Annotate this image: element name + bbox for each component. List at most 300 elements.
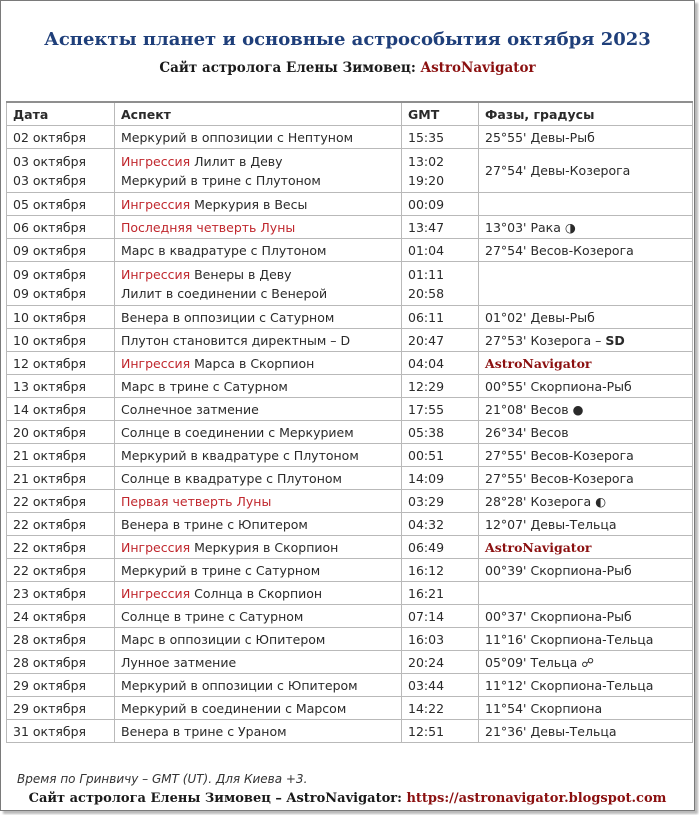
gmt-cell — [402, 651, 479, 674]
phase-line — [485, 128, 692, 147]
aspect-cell — [115, 329, 402, 352]
gmt-line — [408, 538, 478, 557]
aspect-text: Солнце в трине с Сатурном — [121, 608, 304, 624]
aspect-line — [121, 423, 401, 442]
phase-cell — [479, 421, 693, 444]
date-line — [13, 354, 114, 373]
date-text: 28 октября — [13, 654, 87, 670]
gmt-text: 20:58 — [408, 285, 445, 301]
aspect-text: Солнца в Скорпион — [194, 585, 323, 601]
aspect-text: Венера в оппозиции с Сатурном — [121, 309, 335, 325]
phase-text: 11°16' Скорпиона-Тельца — [485, 631, 654, 647]
phase-text: 27°55' Весов-Козерога — [485, 470, 634, 486]
aspect-line — [121, 400, 401, 419]
table-row — [7, 628, 693, 651]
page-title: Аспекты планет и основные астрособытия октября 2023 — [44, 29, 651, 50]
gmt-text: 16:21 — [408, 585, 445, 601]
gmt-line — [408, 331, 478, 350]
aspect-text: Солнце в квадратуре с Плутоном — [121, 470, 342, 486]
gmt-cell — [402, 582, 479, 605]
table-row — [7, 262, 693, 306]
gmt-text: 06:49 — [408, 539, 445, 555]
phase-cell — [479, 628, 693, 651]
phase-line — [485, 676, 692, 695]
phase-cell — [479, 674, 693, 697]
gmt-cell — [402, 628, 479, 651]
aspect-cell — [115, 628, 402, 651]
aspect-line — [121, 630, 401, 649]
phase-text: 01°02' Девы-Рыб — [485, 309, 595, 325]
aspect-line — [121, 492, 401, 511]
gmt-line — [408, 377, 478, 396]
timezone-note: Время по Гринвичу – GMT (UT). Для Киева +3. — [17, 772, 308, 786]
aspect-line — [121, 218, 401, 237]
gmt-line — [408, 492, 478, 511]
date-text: 23 октября — [13, 585, 87, 601]
table-row — [7, 651, 693, 674]
gmt-line — [408, 241, 478, 260]
phase-line — [485, 241, 692, 260]
subtitle-brand-link[interactable]: AstroNavigator — [420, 60, 536, 76]
gmt-cell — [402, 329, 479, 352]
aspect-text: Марс в квадратуре с Плутоном — [121, 242, 327, 258]
aspect-cell — [115, 467, 402, 490]
aspect-text: Марса в Скорпион — [194, 355, 315, 371]
gmt-cell — [402, 697, 479, 720]
date-line — [13, 607, 114, 626]
aspect-cell — [115, 262, 402, 306]
gmt-line — [408, 152, 478, 171]
gmt-cell — [402, 605, 479, 628]
phase-text: 27°54' Весов-Козерога — [485, 242, 634, 258]
gmt-cell — [402, 513, 479, 536]
date-text: 03 октября — [13, 172, 87, 188]
date-line — [13, 423, 114, 442]
gmt-text: 17:55 — [408, 401, 445, 417]
gmt-text: 01:11 — [408, 266, 445, 282]
aspect-line — [121, 561, 401, 580]
aspect-text: Лунное затмение — [121, 654, 237, 670]
phase-line — [485, 423, 692, 442]
aspect-text: Плутон становится директным – D — [121, 332, 351, 348]
aspect-cell — [115, 720, 402, 743]
phase-line — [485, 722, 692, 741]
ingress-label: Ингрессия — [121, 585, 191, 601]
table-row — [7, 375, 693, 398]
date-line — [13, 584, 114, 603]
date-text: 22 октября — [13, 562, 87, 578]
aspect-text: Марс в оппозиции с Юпитером — [121, 631, 326, 647]
gmt-text: 01:04 — [408, 242, 445, 258]
date-cell — [7, 651, 115, 674]
date-line — [13, 515, 114, 534]
phase-cell — [479, 651, 693, 674]
date-text: 06 октября — [13, 219, 87, 235]
gmt-text: 19:20 — [408, 172, 445, 188]
subtitle-prefix: Сайт астролога Елены Зимовец: — [159, 60, 416, 76]
date-cell — [7, 329, 115, 352]
aspect-text: Венера в трине с Юпитером — [121, 516, 308, 532]
aspect-line — [121, 607, 401, 626]
aspect-line — [121, 265, 401, 284]
table-row — [7, 193, 693, 216]
station-direct-label: SD — [605, 332, 625, 348]
aspect-line — [121, 446, 401, 465]
aspect-line — [121, 699, 401, 718]
table-row — [7, 239, 693, 262]
phase-line — [485, 377, 692, 396]
date-line — [13, 653, 114, 672]
date-text: 02 октября — [13, 129, 87, 145]
gmt-cell — [402, 375, 479, 398]
date-text: 29 октября — [13, 677, 87, 693]
aspect-cell — [115, 239, 402, 262]
phase-text: 11°12' Скорпиона-Тельца — [485, 677, 654, 693]
aspect-text: Меркурия в Скорпион — [194, 539, 339, 555]
table-row — [7, 559, 693, 582]
aspect-line — [121, 469, 401, 488]
gmt-cell — [402, 674, 479, 697]
date-line — [13, 377, 114, 396]
gmt-text: 20:47 — [408, 332, 445, 348]
aspect-line — [121, 331, 401, 350]
date-text: 22 октября — [13, 539, 87, 555]
aspect-text: Венера в трине с Ураном — [121, 723, 287, 739]
table-row — [7, 149, 693, 193]
date-line — [13, 722, 114, 741]
phase-line — [485, 331, 692, 350]
moon-phase-icon: ◑ — [564, 219, 576, 235]
header-gmt: GMT — [402, 102, 479, 126]
date-cell — [7, 375, 115, 398]
aspect-line — [121, 538, 401, 557]
table-row — [7, 306, 693, 329]
date-line — [13, 218, 114, 237]
phase-cell — [479, 375, 693, 398]
aspect-cell — [115, 674, 402, 697]
gmt-line — [408, 722, 478, 741]
phase-cell — [479, 536, 693, 559]
gmt-line — [408, 561, 478, 580]
aspect-text: Марс в трине с Сатурном — [121, 378, 288, 394]
date-cell — [7, 193, 115, 216]
events-table — [6, 101, 693, 743]
ingress-label: Ингрессия — [121, 196, 191, 212]
phase-line — [485, 400, 692, 419]
table-row — [7, 398, 693, 421]
date-line — [13, 308, 114, 327]
aspect-line — [121, 171, 401, 190]
phase-cell — [479, 582, 693, 605]
gmt-text: 14:22 — [408, 700, 445, 716]
phase-text: 21°08' Весов — [485, 401, 569, 417]
table-row — [7, 467, 693, 490]
date-line — [13, 152, 114, 171]
table-row — [7, 490, 693, 513]
gmt-line — [408, 171, 478, 190]
phase-line — [485, 561, 692, 580]
table-header-row — [7, 102, 693, 126]
phase-line — [485, 446, 692, 465]
date-text: 13 октября — [13, 378, 87, 394]
gmt-line — [408, 308, 478, 327]
table-row — [7, 697, 693, 720]
aspect-line — [121, 584, 401, 603]
phase-line — [485, 469, 692, 488]
gmt-cell — [402, 467, 479, 490]
moon-phase-icon: ● — [572, 401, 584, 417]
phase-cell — [479, 720, 693, 743]
header-phase: Фазы, градусы — [479, 102, 693, 126]
table-row — [7, 216, 693, 239]
aspect-line — [121, 653, 401, 672]
phase-text: 05°09' Тельца — [485, 654, 578, 670]
date-text: 09 октября — [13, 242, 87, 258]
phase-cell — [479, 467, 693, 490]
gmt-cell — [402, 352, 479, 375]
date-text: 29 октября — [13, 700, 87, 716]
gmt-cell — [402, 421, 479, 444]
gmt-cell — [402, 126, 479, 149]
date-line — [13, 492, 114, 511]
date-line — [13, 630, 114, 649]
gmt-text: 03:29 — [408, 493, 445, 509]
aspect-cell — [115, 352, 402, 375]
date-text: 10 октября — [13, 309, 87, 325]
table-row — [7, 582, 693, 605]
table-row — [7, 421, 693, 444]
date-line — [13, 128, 114, 147]
aspect-cell — [115, 421, 402, 444]
phase-text: 21°36' Девы-Тельца — [485, 723, 617, 739]
date-cell — [7, 536, 115, 559]
aspect-cell — [115, 126, 402, 149]
phase-cell — [479, 513, 693, 536]
date-text: 10 октября — [13, 332, 87, 348]
table-row — [7, 444, 693, 467]
date-text: 09 октября — [13, 285, 87, 301]
aspect-text: Меркурий в трине с Плутоном — [121, 172, 321, 188]
phase-cell — [479, 329, 693, 352]
gmt-line — [408, 423, 478, 442]
aspect-cell — [115, 216, 402, 239]
date-cell — [7, 421, 115, 444]
phase-text: 12°07' Девы-Тельца — [485, 516, 617, 532]
date-text: 12 октября — [13, 355, 87, 371]
aspect-cell — [115, 651, 402, 674]
aspect-text: Меркурий в оппозиции с Нептуном — [121, 129, 354, 145]
gmt-text: 00:09 — [408, 196, 445, 212]
phase-line — [485, 607, 692, 626]
gmt-cell — [402, 216, 479, 239]
gmt-cell — [402, 306, 479, 329]
aspect-line — [121, 284, 401, 303]
gmt-line — [408, 354, 478, 373]
aspect-line — [121, 377, 401, 396]
aspect-line — [121, 676, 401, 695]
date-text: 21 октября — [13, 447, 87, 463]
phase-cell — [479, 444, 693, 467]
gmt-line — [408, 265, 478, 284]
gmt-text: 16:12 — [408, 562, 445, 578]
date-line — [13, 331, 114, 350]
phase-cell — [479, 262, 693, 306]
gmt-line — [408, 218, 478, 237]
gmt-cell — [402, 490, 479, 513]
date-line — [13, 400, 114, 419]
date-cell — [7, 444, 115, 467]
aspect-line — [121, 308, 401, 327]
gmt-line — [408, 699, 478, 718]
gmt-text: 04:04 — [408, 355, 445, 371]
gmt-cell — [402, 444, 479, 467]
aspect-text: Меркурий в трине с Сатурном — [121, 562, 321, 578]
date-text: 14 октября — [13, 401, 87, 417]
date-cell — [7, 398, 115, 421]
date-text: 21 октября — [13, 470, 87, 486]
table-row — [7, 720, 693, 743]
date-cell — [7, 352, 115, 375]
table-row — [7, 126, 693, 149]
date-text: 05 октября — [13, 196, 87, 212]
phase-line — [485, 630, 692, 649]
phase-cell — [479, 559, 693, 582]
gmt-line — [408, 469, 478, 488]
gmt-line — [408, 515, 478, 534]
date-cell — [7, 126, 115, 149]
phase-cell — [479, 239, 693, 262]
date-text: 24 октября — [13, 608, 87, 624]
header-aspect: Аспект — [115, 102, 402, 126]
aspect-cell — [115, 559, 402, 582]
date-line — [13, 265, 114, 284]
gmt-line — [408, 607, 478, 626]
aspect-text: Солнечное затмение — [121, 401, 259, 417]
phase-cell — [479, 306, 693, 329]
aspect-cell — [115, 513, 402, 536]
aspect-text: Солнце в соединении с Меркурием — [121, 424, 354, 440]
aspect-cell — [115, 375, 402, 398]
aspect-line — [121, 722, 401, 741]
aspect-cell — [115, 149, 402, 193]
gmt-cell — [402, 262, 479, 306]
phase-line — [485, 308, 692, 327]
aspect-cell — [115, 490, 402, 513]
aspect-cell — [115, 306, 402, 329]
gmt-line — [408, 284, 478, 303]
phase-text: 13°03' Рака — [485, 219, 561, 235]
date-cell — [7, 720, 115, 743]
date-cell — [7, 262, 115, 306]
brand-label[interactable]: AstroNavigator — [485, 355, 592, 371]
gmt-text: 00:51 — [408, 447, 445, 463]
date-cell — [7, 239, 115, 262]
phase-line — [485, 699, 692, 718]
aspect-line — [121, 241, 401, 260]
phase-text: 11°54' Скорпиона — [485, 700, 603, 716]
phase-cell — [479, 352, 693, 375]
gmt-cell — [402, 720, 479, 743]
gmt-cell — [402, 536, 479, 559]
date-line — [13, 171, 114, 190]
phase-text: 27°54' Девы-Козерога — [485, 163, 631, 178]
table-row — [7, 329, 693, 352]
date-line — [13, 538, 114, 557]
table-row — [7, 513, 693, 536]
aspect-text: Меркурий в квадратуре с Плутоном — [121, 447, 359, 463]
date-text: 09 октября — [13, 266, 87, 282]
phase-cell — [479, 490, 693, 513]
date-cell — [7, 582, 115, 605]
gmt-line — [408, 446, 478, 465]
gmt-text: 12:51 — [408, 723, 445, 739]
page-subtitle — [1, 60, 694, 76]
date-cell — [7, 149, 115, 193]
gmt-cell — [402, 193, 479, 216]
phase-line — [485, 515, 692, 534]
aspect-text: Венеры в Деву — [194, 266, 292, 282]
gmt-text: 06:11 — [408, 309, 445, 325]
date-cell — [7, 605, 115, 628]
aspect-cell — [115, 582, 402, 605]
gmt-line — [408, 653, 478, 672]
date-line — [13, 699, 114, 718]
date-text: 22 октября — [13, 516, 87, 532]
gmt-text: 16:03 — [408, 631, 445, 647]
ingress-label: Ингрессия — [121, 355, 191, 371]
phase-text: 00°37' Скорпиона-Рыб — [485, 608, 632, 624]
gmt-text: 03:44 — [408, 677, 445, 693]
moon-phase-icon: ◐ — [595, 493, 607, 509]
phase-line — [485, 653, 692, 672]
date-cell — [7, 559, 115, 582]
date-line — [13, 469, 114, 488]
phase-cell — [479, 398, 693, 421]
phase-line — [485, 492, 692, 511]
gmt-line — [408, 630, 478, 649]
phase-text: 27°53' Козерога – — [485, 332, 602, 348]
footer-url-link[interactable]: https://astronavigator.blogspot.com — [406, 791, 667, 806]
date-cell — [7, 697, 115, 720]
phase-line — [485, 161, 692, 180]
gmt-line — [408, 400, 478, 419]
brand-label[interactable]: AstroNavigator — [485, 539, 592, 555]
date-text: 20 октября — [13, 424, 87, 440]
gmt-text: 20:24 — [408, 654, 445, 670]
gmt-text: 13:47 — [408, 219, 445, 235]
date-text: 31 октября — [13, 723, 87, 739]
phase-text: 28°28' Козерога — [485, 493, 592, 509]
gmt-line — [408, 676, 478, 695]
date-cell — [7, 490, 115, 513]
gmt-text: 07:14 — [408, 608, 445, 624]
phase-cell — [479, 193, 693, 216]
gmt-line — [408, 195, 478, 214]
date-cell — [7, 306, 115, 329]
gmt-text: 14:09 — [408, 470, 445, 486]
phase-text: 25°55' Девы-Рыб — [485, 129, 595, 145]
phase-line — [485, 354, 692, 373]
phase-text: 27°55' Весов-Козерога — [485, 447, 634, 463]
date-text: 28 октября — [13, 631, 87, 647]
date-line — [13, 284, 114, 303]
gmt-line — [408, 584, 478, 603]
phase-line — [485, 538, 692, 557]
phase-text: 26°34' Весов — [485, 424, 569, 440]
page-footer — [1, 791, 694, 806]
aspect-line — [121, 354, 401, 373]
date-text: 22 октября — [13, 493, 87, 509]
